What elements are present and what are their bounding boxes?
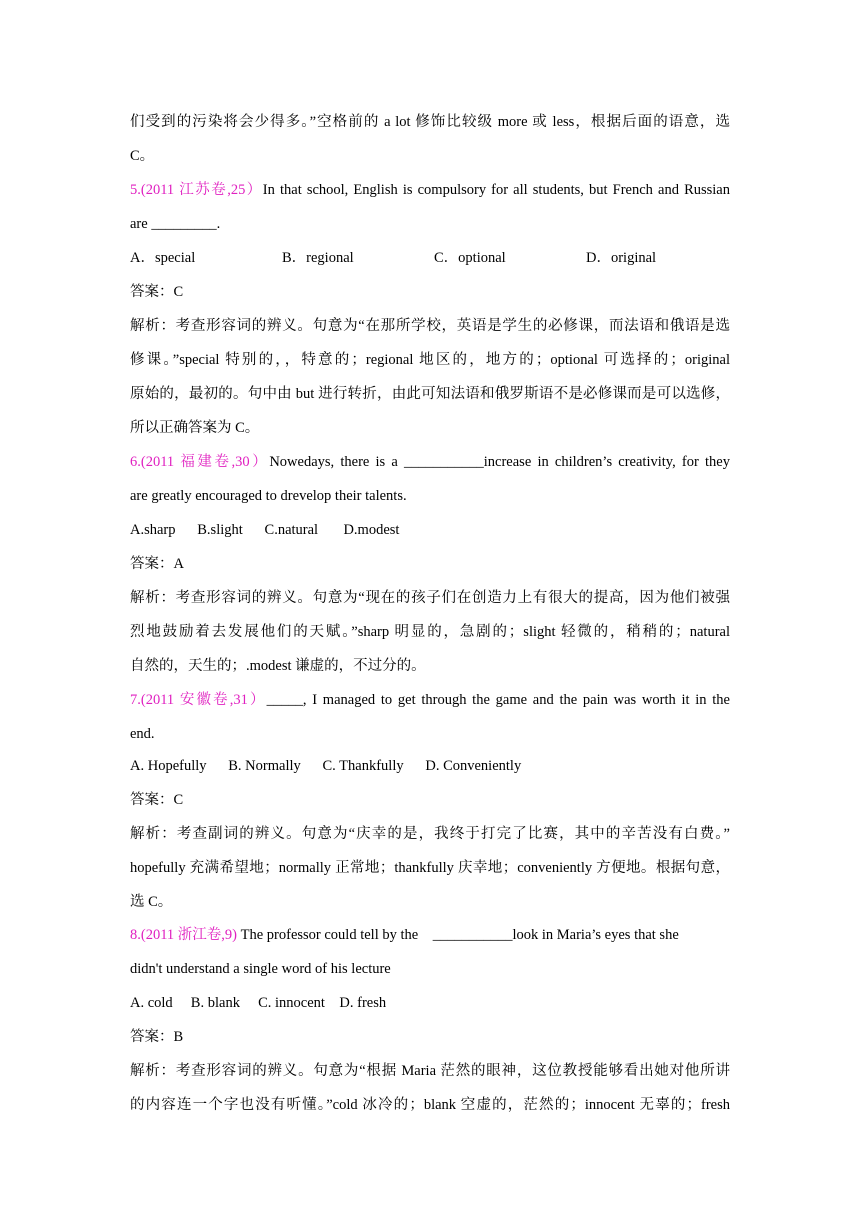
q8-stem: [130, 925, 679, 945]
q5-explanation-line: 所以正确答案为 C。: [130, 420, 260, 436]
q5-explanation-line: 原始的，最初的。句中由 but 进行转折，由此可知法语和俄罗斯语不是必修课而是可以选修，: [130, 386, 730, 402]
q7-explanation-line: 选 C。: [130, 894, 173, 910]
q8-explanation-line: 的内容连一个字也没有听懂。”cold 冰冷的；blank 空虚的，茫然的；innocent 无辜的；fresh: [130, 1097, 730, 1113]
q4-explanation-line: C。: [130, 148, 155, 164]
q7-stem-line: end.: [130, 726, 155, 742]
q5-answer: 答案：C: [130, 284, 184, 300]
q5-stem-line: are _________.: [130, 216, 221, 232]
q6-options: A.sharp B.slight C.natural D.modest: [130, 522, 400, 538]
q5-option-a: A．special: [130, 250, 196, 266]
q6-stem-line: are greatly encouraged to drevelop their talents.: [130, 488, 407, 504]
q6-source: 6.(2011 福建卷,30）: [130, 454, 270, 470]
q7-options: A. Hopefully B. Normally C. Thankfully D. Conveniently: [130, 758, 522, 774]
q6-stem: [130, 452, 730, 472]
q7-answer: 答案：C: [130, 792, 184, 808]
q6-explanation-line: 自然的，天生的；.modest 谦虚的，不过分的。: [130, 658, 426, 674]
q5-stem: [130, 180, 730, 200]
q5-option-c: C．optional: [434, 250, 506, 266]
q8-stem-text: The professor could tell by the ___________look in Maria’s eyes that she: [240, 927, 679, 943]
q8-stem-line: didn't understand a single word of his lecture: [130, 961, 391, 977]
q6-stem-text: Nowedays, there is a ___________increase in children’s creativity, for they: [269, 454, 730, 470]
q6-explanation-line: 烈地鼓励着去发展他们的天赋。”sharp 明显的，急剧的；slight 轻微的，稍稍的；natural: [130, 624, 730, 640]
q7-stem: [130, 690, 730, 710]
q6-explanation-line: 解析：考查形容词的辨义。句意为“现在的孩子们在创造力上有很大的提高，因为他们被强: [130, 590, 730, 606]
q6-answer: 答案：A: [130, 556, 184, 572]
q7-explanation-line: hopefully 充满希望地；normally 正常地；thankfully 庆幸地；conveniently 方便地。根据句意，: [130, 860, 730, 876]
q7-stem-text: _____, I managed to get through the game and the pain was worth it in the: [266, 692, 730, 708]
q5-option-b: B．regional: [282, 250, 354, 266]
q8-source: 8.(2011 浙江卷,9): [130, 927, 237, 943]
q8-answer: 答案：B: [130, 1029, 184, 1045]
q4-explanation-line: 们受到的污染将会少得多。”空格前的 a lot 修饰比较级 more 或 less，根据后面的语意，选: [130, 114, 730, 130]
q5-explanation-line: 解析：考查形容词的辨义。句意为“在那所学校，英语是学生的必修课，而法语和俄语是选: [130, 318, 730, 334]
q5-explanation-line: 修课。”special 特别的，，特意的；regional 地区的，地方的；optional 可选择的；original: [130, 352, 730, 368]
q8-explanation-line: 解析：考查形容词的辨义。句意为“根据 Maria 茫然的眼神，这位教授能够看出她对他所讲: [130, 1063, 730, 1079]
q5-stem-text: In that school, English is compulsory for all students, but French and Russian: [262, 182, 730, 198]
q7-explanation-line: 解析：考查副词的辨义。句意为“庆幸的是，我终于打完了比赛，其中的辛苦没有白费。”: [130, 826, 730, 842]
q5-options: [130, 248, 730, 268]
q5-option-d: D．original: [586, 250, 657, 266]
q7-source: 7.(2011 安徽卷,31）: [130, 692, 267, 708]
q8-options: A. cold B. blank C. innocent D. fresh: [130, 995, 387, 1011]
q5-source: 5.(2011 江苏卷,25）: [130, 182, 263, 198]
